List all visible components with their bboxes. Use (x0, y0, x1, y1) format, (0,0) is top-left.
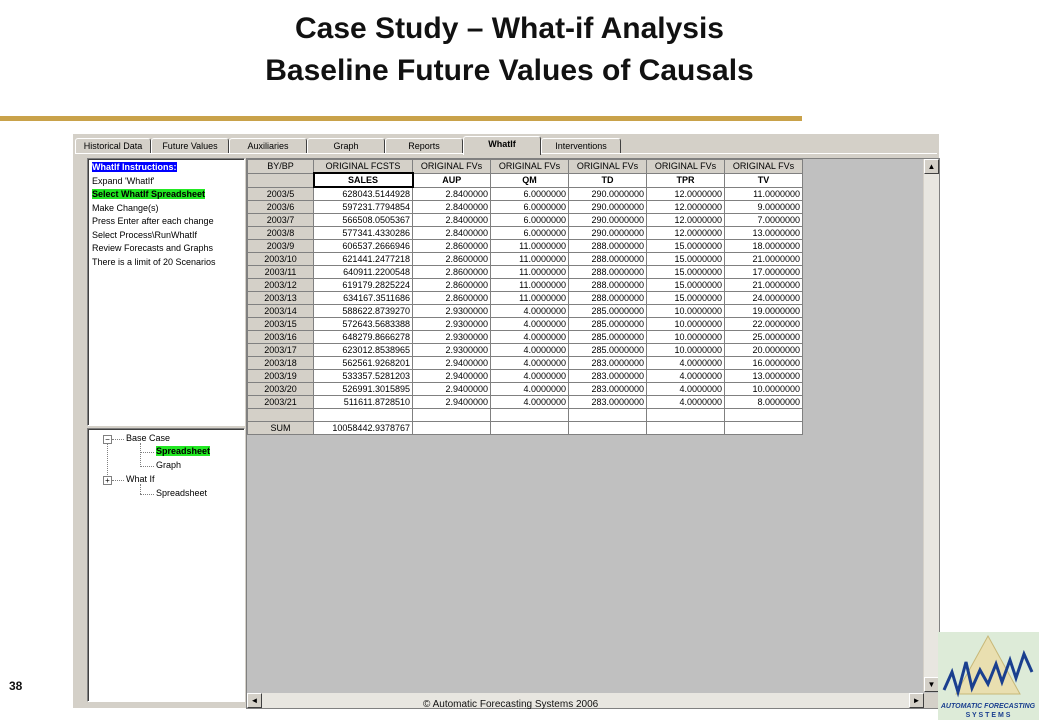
table-row (248, 240, 803, 253)
scroll-down-icon[interactable]: ▼ (924, 677, 939, 692)
tab-auxiliaries[interactable]: Auxiliaries (229, 138, 307, 154)
table-row (248, 227, 803, 240)
column-type-header: ORIGINAL FVs (647, 160, 725, 174)
data-cell[interactable]: 9.0000000 (725, 201, 803, 214)
header-row (248, 160, 803, 174)
tab-graph[interactable]: Graph (307, 138, 385, 154)
period-header: 2003/21 (248, 396, 314, 409)
column-type-header: ORIGINAL FVs (413, 160, 491, 174)
data-cell[interactable]: 2.9300000 (413, 318, 491, 331)
data-cell[interactable]: 290.0000000 (569, 227, 647, 240)
period-header: 2003/18 (248, 357, 314, 370)
data-cell[interactable]: 2.9300000 (413, 305, 491, 318)
data-cell[interactable]: 4.0000000 (647, 383, 725, 396)
tree-base-case[interactable]: Base Case (126, 433, 171, 443)
data-cell[interactable]: 19.0000000 (725, 305, 803, 318)
period-header: 2003/15 (248, 318, 314, 331)
data-cell[interactable]: 2.8400000 (413, 214, 491, 227)
data-cell[interactable]: 288.0000000 (569, 266, 647, 279)
data-cell[interactable]: 597231.7794854 (314, 201, 413, 214)
sum-value: 10058442.9378767 (314, 422, 413, 435)
data-cell[interactable]: 2.8600000 (413, 292, 491, 305)
data-cell[interactable]: 4.0000000 (647, 396, 725, 409)
data-cell[interactable]: 628043.5144928 (314, 187, 413, 201)
instruction-line-highlight: Select WhatIf Spreadsheet (92, 189, 206, 199)
data-cell[interactable]: 648279.8666278 (314, 331, 413, 344)
data-cell[interactable]: 285.0000000 (569, 318, 647, 331)
data-cell[interactable]: 24.0000000 (725, 292, 803, 305)
collapse-icon[interactable]: − (103, 435, 112, 444)
column-type-header: ORIGINAL FVs (725, 160, 803, 174)
variable-name-row (248, 173, 803, 187)
data-cell[interactable]: 20.0000000 (725, 344, 803, 357)
data-cell[interactable]: 10.0000000 (647, 305, 725, 318)
data-cell[interactable]: 2.8400000 (413, 227, 491, 240)
data-cell[interactable]: 15.0000000 (647, 266, 725, 279)
data-cell[interactable]: 12.0000000 (647, 187, 725, 201)
table-row (248, 383, 803, 396)
data-cell[interactable]: 17.0000000 (725, 266, 803, 279)
data-cell[interactable]: 283.0000000 (569, 396, 647, 409)
period-header: 2003/7 (248, 214, 314, 227)
data-cell (491, 422, 569, 435)
instruction-line: Expand 'WhatIf' (92, 175, 155, 186)
data-cell[interactable]: 6.0000000 (491, 187, 569, 201)
data-cell[interactable]: 4.0000000 (491, 331, 569, 344)
tab-future-values[interactable]: Future Values (151, 138, 229, 154)
data-cell[interactable]: 4.0000000 (647, 357, 725, 370)
data-cell[interactable]: 2.8600000 (413, 253, 491, 266)
variable-name-cell[interactable]: TD (569, 173, 647, 187)
data-cell[interactable]: 283.0000000 (569, 383, 647, 396)
data-cell[interactable]: 15.0000000 (647, 292, 725, 305)
data-cell[interactable]: 2.8400000 (413, 187, 491, 201)
variable-name-cell[interactable]: TV (725, 173, 803, 187)
instruction-line: There is a limit of 20 Scenarios (92, 256, 216, 267)
data-cell[interactable]: 4.0000000 (491, 396, 569, 409)
data-cell[interactable] (569, 409, 647, 422)
data-cell[interactable]: 4.0000000 (491, 344, 569, 357)
table-row (248, 266, 803, 279)
data-cell[interactable]: 588622.8739270 (314, 305, 413, 318)
period-header: 2003/10 (248, 253, 314, 266)
blank-row (248, 409, 803, 422)
copyright-notice: © Automatic Forecasting Systems 2006 (423, 699, 599, 710)
data-cell[interactable]: 7.0000000 (725, 214, 803, 227)
data-cell[interactable]: 4.0000000 (491, 383, 569, 396)
data-cell[interactable]: 577341.4330286 (314, 227, 413, 240)
data-cell[interactable]: 2.8600000 (413, 240, 491, 253)
table-row (248, 396, 803, 409)
data-cell[interactable]: 2.9400000 (413, 357, 491, 370)
data-cell[interactable]: 511611.8728510 (314, 396, 413, 409)
table-row (248, 331, 803, 344)
data-cell[interactable]: 621441.2477218 (314, 253, 413, 266)
table-row (248, 253, 803, 266)
period-header: 2003/8 (248, 227, 314, 240)
tree-whatif-spreadsheet[interactable]: Spreadsheet (156, 488, 208, 498)
data-cell[interactable]: 290.0000000 (569, 214, 647, 227)
scroll-right-icon[interactable]: ► (909, 693, 924, 708)
table-row (248, 292, 803, 305)
expand-icon[interactable]: + (103, 476, 112, 485)
scrollbar-corner (924, 693, 939, 708)
data-cell[interactable]: 11.0000000 (491, 253, 569, 266)
instructions-panel (87, 158, 245, 426)
data-cell[interactable] (314, 409, 413, 422)
data-cell[interactable]: 10.0000000 (647, 331, 725, 344)
data-cell[interactable]: 15.0000000 (647, 240, 725, 253)
data-cell[interactable]: 4.0000000 (491, 357, 569, 370)
instructions-heading: WhatIf Instructions: (92, 162, 177, 172)
data-cell[interactable]: 12.0000000 (647, 201, 725, 214)
data-cell[interactable]: 13.0000000 (725, 370, 803, 383)
logo-mark-icon (938, 632, 1039, 720)
page-number: 38 (9, 679, 23, 693)
tab-whatif[interactable]: WhatIf (463, 136, 541, 155)
slide-title-line2: Baseline Future Values of Causals (265, 54, 754, 87)
data-cell[interactable]: 10.0000000 (647, 344, 725, 357)
data-cell[interactable]: 562561.9268201 (314, 357, 413, 370)
period-header: 2003/16 (248, 331, 314, 344)
data-cell[interactable]: 15.0000000 (647, 253, 725, 266)
variable-name-cell[interactable]: TPR (647, 173, 725, 187)
period-header: 2003/13 (248, 292, 314, 305)
scenario-tree (87, 428, 245, 702)
data-cell[interactable]: 2.8600000 (413, 279, 491, 292)
title-divider (0, 116, 802, 121)
logo-text-line1: AUTOMATIC FORECASTING (940, 703, 1036, 710)
period-header: 2003/20 (248, 383, 314, 396)
table-row (248, 279, 803, 292)
data-cell[interactable]: 2.8400000 (413, 201, 491, 214)
spreadsheet-area (246, 158, 940, 709)
tab-historical-data[interactable]: Historical Data (75, 138, 151, 154)
tree-base-graph[interactable]: Graph (156, 460, 182, 470)
data-cell[interactable]: 13.0000000 (725, 227, 803, 240)
tree-what-if[interactable]: What If (126, 474, 155, 484)
data-cell[interactable] (413, 409, 491, 422)
data-cell[interactable]: 11.0000000 (491, 266, 569, 279)
data-cell[interactable]: 11.0000000 (491, 292, 569, 305)
table-row (248, 370, 803, 383)
tab-reports[interactable]: Reports (385, 138, 463, 154)
sum-row (248, 422, 803, 435)
row-header-blank (248, 173, 314, 187)
logo-text-line2: S Y S T E M S (965, 712, 1011, 719)
data-cell[interactable]: 25.0000000 (725, 331, 803, 344)
data-cell (413, 422, 491, 435)
sum-label: SUM (248, 422, 314, 435)
data-cell[interactable]: 526991.3015895 (314, 383, 413, 396)
data-cell[interactable]: 10.0000000 (647, 318, 725, 331)
data-cell[interactable]: 21.0000000 (725, 279, 803, 292)
data-cell[interactable]: 6.0000000 (491, 201, 569, 214)
data-cell[interactable]: 4.0000000 (647, 370, 725, 383)
data-cell[interactable]: 16.0000000 (725, 357, 803, 370)
data-cell[interactable]: 623012.8538965 (314, 344, 413, 357)
period-header: 2003/6 (248, 201, 314, 214)
data-cell (725, 422, 803, 435)
variable-name-cell[interactable]: QM (491, 173, 569, 187)
data-cell[interactable] (647, 409, 725, 422)
column-type-header: ORIGINAL FVs (569, 160, 647, 174)
table-row (248, 187, 803, 201)
row-header-blank (248, 409, 314, 422)
data-cell (569, 422, 647, 435)
data-cell[interactable]: 288.0000000 (569, 240, 647, 253)
data-cell[interactable]: 288.0000000 (569, 253, 647, 266)
table-row (248, 344, 803, 357)
data-cell[interactable]: 11.0000000 (491, 240, 569, 253)
data-cell[interactable]: 2.9400000 (413, 383, 491, 396)
data-cell[interactable]: 4.0000000 (491, 305, 569, 318)
data-cell[interactable]: 2.9300000 (413, 331, 491, 344)
tree-base-spreadsheet[interactable]: Spreadsheet (156, 446, 211, 456)
data-cell[interactable]: 533357.5281203 (314, 370, 413, 383)
table-row (248, 305, 803, 318)
data-cell[interactable] (491, 409, 569, 422)
corner-header: BY/BP (248, 160, 314, 174)
period-header: 2003/14 (248, 305, 314, 318)
data-cell[interactable]: 283.0000000 (569, 370, 647, 383)
data-cell[interactable]: 2.9300000 (413, 344, 491, 357)
data-cell[interactable]: 566508.0505367 (314, 214, 413, 227)
data-cell[interactable]: 572643.5683388 (314, 318, 413, 331)
data-cell[interactable]: 2.8600000 (413, 266, 491, 279)
data-cell[interactable]: 12.0000000 (647, 214, 725, 227)
data-cell[interactable]: 12.0000000 (647, 227, 725, 240)
data-cell[interactable]: 6.0000000 (491, 227, 569, 240)
data-cell[interactable]: 18.0000000 (725, 240, 803, 253)
variable-name-cell[interactable]: SALES (314, 173, 413, 187)
table-row (248, 214, 803, 227)
afs-logo (938, 632, 1039, 720)
data-cell[interactable]: 15.0000000 (647, 279, 725, 292)
table-row (248, 318, 803, 331)
instruction-line: Select Process\RunWhatIf (92, 229, 198, 240)
data-cell[interactable]: 634167.3511686 (314, 292, 413, 305)
period-header: 2003/12 (248, 279, 314, 292)
data-cell[interactable]: 4.0000000 (491, 370, 569, 383)
period-header: 2003/19 (248, 370, 314, 383)
instruction-line: Press Enter after each change (92, 216, 214, 226)
instruction-line: Review Forecasts and Graphs (92, 243, 214, 253)
instruction-line: Make Change(s) (92, 202, 159, 213)
data-cell[interactable]: 290.0000000 (569, 201, 647, 214)
data-cell[interactable]: 288.0000000 (569, 292, 647, 305)
data-cell[interactable]: 290.0000000 (569, 187, 647, 201)
data-cell[interactable]: 10.0000000 (725, 383, 803, 396)
data-cell[interactable]: 285.0000000 (569, 344, 647, 357)
data-cell[interactable]: 606537.2666946 (314, 240, 413, 253)
data-cell[interactable]: 619179.2825224 (314, 279, 413, 292)
data-cell[interactable]: 6.0000000 (491, 214, 569, 227)
data-cell[interactable]: 640911.2200548 (314, 266, 413, 279)
data-cell (647, 422, 725, 435)
tab-interventions[interactable]: Interventions (541, 138, 621, 154)
column-type-header: ORIGINAL FCSTS (314, 160, 413, 174)
data-cell[interactable]: 2.9400000 (413, 396, 491, 409)
data-cell[interactable]: 11.0000000 (491, 279, 569, 292)
data-cell[interactable]: 288.0000000 (569, 279, 647, 292)
period-header: 2003/9 (248, 240, 314, 253)
column-type-header: ORIGINAL FVs (491, 160, 569, 174)
period-header: 2003/17 (248, 344, 314, 357)
whatif-spreadsheet[interactable] (247, 159, 803, 435)
vertical-scrollbar[interactable] (923, 159, 939, 692)
scroll-left-icon[interactable]: ◄ (247, 693, 262, 708)
table-row (248, 357, 803, 370)
table-row (248, 201, 803, 214)
data-cell[interactable]: 2.9400000 (413, 370, 491, 383)
data-cell[interactable]: 22.0000000 (725, 318, 803, 331)
slide-title-line1: Case Study – What-if Analysis (295, 12, 724, 45)
data-cell[interactable]: 21.0000000 (725, 253, 803, 266)
data-cell[interactable]: 8.0000000 (725, 396, 803, 409)
data-cell[interactable]: 4.0000000 (491, 318, 569, 331)
period-header: 2003/5 (248, 187, 314, 201)
data-cell[interactable]: 285.0000000 (569, 305, 647, 318)
data-cell[interactable]: 285.0000000 (569, 331, 647, 344)
whatif-app-window (73, 134, 939, 708)
data-cell[interactable] (725, 409, 803, 422)
variable-name-cell[interactable]: AUP (413, 173, 491, 187)
period-header: 2003/11 (248, 266, 314, 279)
data-cell[interactable]: 11.0000000 (725, 187, 803, 201)
data-cell[interactable]: 283.0000000 (569, 357, 647, 370)
scroll-up-icon[interactable]: ▲ (924, 159, 939, 174)
